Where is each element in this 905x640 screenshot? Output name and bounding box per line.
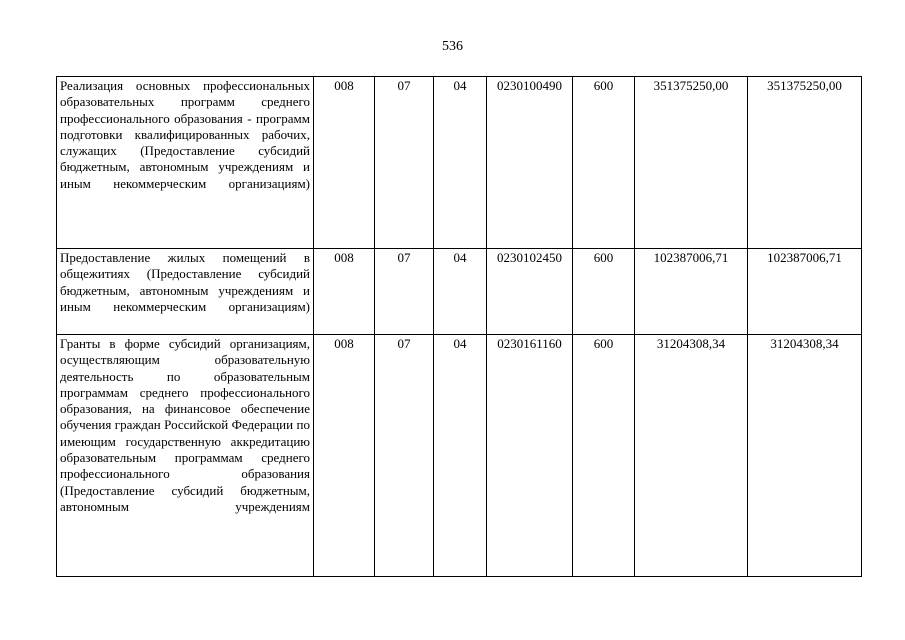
section-code: 07 (375, 335, 434, 577)
amount-cell: 351375250,00 (748, 77, 862, 249)
subsection-code: 04 (434, 249, 487, 335)
budget-table (56, 76, 862, 577)
amount-cell: 31204308,34 (748, 335, 862, 577)
row-description: Гранты в форме субсидий организациям, осуществляющим образовательную деятельность по образовательным программам среднего профессионального образования, на финансовое обеспечение обучения граждан Российской Федерации по имеющим государственную аккредитацию образовательным программам среднего профессионального образования (Предоставление субсидий бюджетным, автономным учреждениям (57, 335, 314, 577)
page-number: 536 (442, 39, 463, 54)
section-code: 07 (375, 77, 434, 249)
target-article-code: 0230100490 (487, 77, 573, 249)
ministry-code: 008 (314, 335, 375, 577)
table-row (57, 77, 862, 249)
expense-type-code: 600 (573, 335, 635, 577)
target-article-code: 0230102450 (487, 249, 573, 335)
subsection-code: 04 (434, 335, 487, 577)
section-code: 07 (375, 249, 434, 335)
table-row (57, 249, 862, 335)
row-description: Реализация основных профессиональных образовательных программ среднего профессионального образования - программ подготовки квалифицированных рабочих, служащих (Предоставление субсидий бюджетным, автономным учреждениям и иным некоммерческим организациям) (57, 77, 314, 249)
amount-cell: 102387006,71 (748, 249, 862, 335)
amount-cell: 31204308,34 (635, 335, 748, 577)
target-article-code: 0230161160 (487, 335, 573, 577)
ministry-code: 008 (314, 77, 375, 249)
table-row (57, 335, 862, 577)
expense-type-code: 600 (573, 249, 635, 335)
ministry-code: 008 (314, 249, 375, 335)
subsection-code: 04 (434, 77, 487, 249)
amount-cell: 351375250,00 (635, 77, 748, 249)
expense-type-code: 600 (573, 77, 635, 249)
amount-cell: 102387006,71 (635, 249, 748, 335)
row-description: Предоставление жилых помещений в общежитиях (Предоставление субсидий бюджетным, автономным учреждениям и иным некоммерческим организациям) (57, 249, 314, 335)
